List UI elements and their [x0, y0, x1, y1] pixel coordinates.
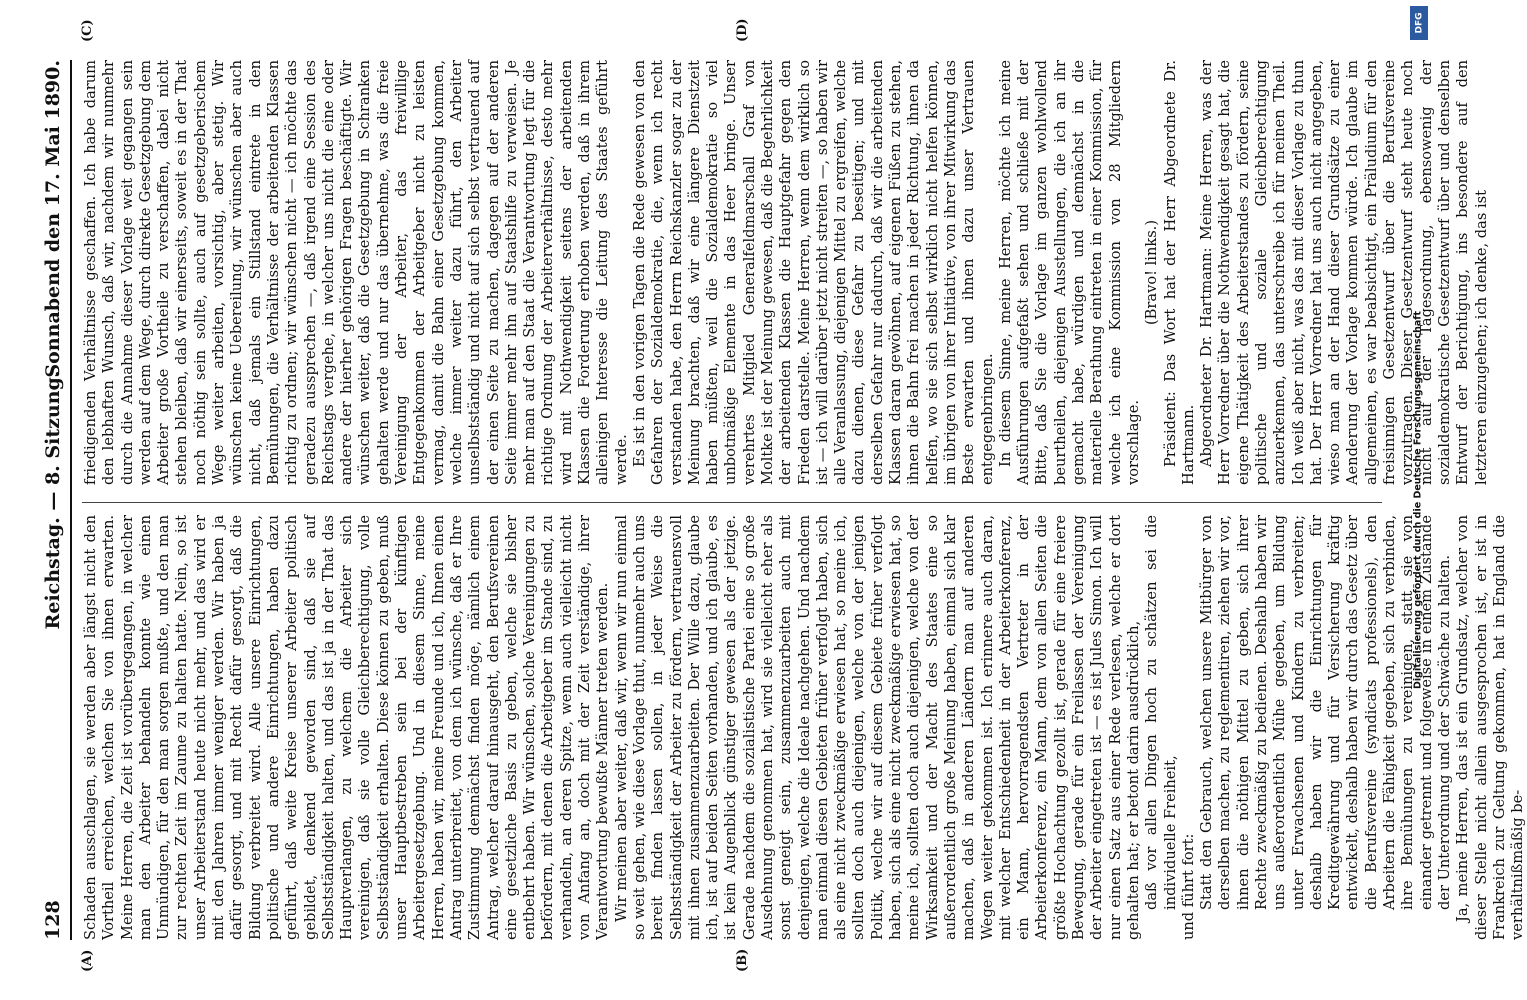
paragraph: In diesem Sinne, meine Herren, möchte ich meine Ausführungen aufgefaßt sehen und schließe mit der Bitte, daß Sie die Vorlage im ganzen wohlwollend beurtheilen, diejenigen Ausstellungen, die ich an ihr gemacht habe, würdigen und demnächst in die materielle Berathung eintreten in einer Kommission, für welche ich eine Kommission von 28 Mitgliedern vorschlage. [996, 60, 1142, 485]
paragraph: Ja, meine Herren, das ist ein Grundsatz, welcher von dieser Stelle nicht allein ausgesprochen ist, er ist in Frankreich zur Geltung gekommen, hat in England die verhältnißmäßig be- [1454, 515, 1527, 940]
left-column [82, 515, 1527, 940]
paragraph: Wir meinen aber weiter, daß wir, wenn wir nun einmal so weit gehen, wie diese Vorlage thut, nunmehr auch uns bereit finden lassen sollen, in jeder Weise die Selbstständigkeit der Arbeiter zu fördern, vertrauensvoll mit ihnen zusammenzuarbeiten. Der Wille dazu, glaube ich, ist auf beiden Seiten vorhanden, und ich glaube, es ist kein Augenblick günstiger gewesen als der jetzige. Gerade nachdem die sozialistische Partei eine so große Ausdehnung genommen hat, wird sie vielleicht eher als sonst geneigt sein, zusammenzuarbeiten auch mit denjenigen, welche die Ideale nachgehen. Und nachdem man einmal diesen Gebieten früher verfolgt haben, sich als eine nicht zweckmäßige erwiesen hat, so meine ich, sollten doch auch diejenigen, welche von der jenigen Politik, welche wir auf diesem Gebiete früher verfolgt haben, sich als eine nicht zweckmäßige erwiesen hat, so meine ich, sollten doch auch diejenigen, welche von der Wirksamkeit und der Macht des Staates eine so außerordentlich große Meinung haben, einmal sich klar machen, daß in anderen Ländern man auf anderen Wegen weiter gekommen ist. Ich erinnere auch daran, mit welcher Entschiedenheit in der Arbeiterkonferenz, ein Mann, hervorragendsten Vertreter in der Arbeiterkonferenz, ein Mann, dem von allen Seiten die größte Hochachtung gezollt ist, gerade für eine freiere Bewegung, gerade für ein Freilassen der Vereinigung der Arbeiter eingetreten ist — es ist Jules Simon. Ich will nur einen Satz aus einer Rede verlesen, welche er dort gehalten hat; er betont darin ausdrücklich, [612, 515, 1142, 940]
margin-marker-c: (C) [80, 19, 95, 42]
session-date: Sonnabend den 17. Mai 1890. [42, 60, 64, 378]
paragraph: Schaden ausschlagen, sie werden aber längst nicht den Vortheil erreichen, welchen Sie von ihnen erwarten. Meine Herren, die Zeit ist vorübergegangen, in welcher man den Arbeiter behandeln konnte wie einen Unmündigen, für den man sorgen mußte, und den man zur rechten Zeit im Zaume zu halten hatte. Nein, so ist unser Arbeiterstand heute nicht mehr, und das wird er mit den Jahren immer weniger werden. Wir haben ja dafür gesorgt, und mit Recht dafür gesorgt, daß die Bildung verbreitet wird. Alle unsere Einrichtungen, politische und andere Einrichtungen, haben dazu geführt, daß weite Kreise unserer Arbeiter politisch gebildet, denkend geworden sind, daß sie auf Selbstständigkeit halten, und das ist ja in der That das Hauptverlangen, zu welchem die Arbeiter sich vereinigen, daß sie volle Gleichberechtigung, volle Selbstständigkeit erhalten. Diese können zu geben, muß unser Hauptbestreben sein bei der künftigen Arbeitergesetzgebung. Und in diesem Sinne, meine Herren, haben wir, meine Freunde und ich, Ihnen einen Antrag unterbreitet, von dem ich wünsche, daß er Ihre Zustimmung demnächst finden möge, nämlich einem Antrag, welcher darauf hinausgeht, den Berufsvereinen eine gesetzliche Basis zu geben, welche sie bisher entbehrt haben. Wir wünschen, solche Vereinigungen zu befördern, mit denen die Arbeitgeber im Stande sind, zu verhandeln, an deren Spitze, wenn auch vielleicht nicht von Anfang an, doch mit der Zeit verständige, ihrer Verantwortung bewußte Männer treten werden. [82, 515, 612, 940]
paragraph: Es ist in den vorigen Tagen die Rede gewesen von den Gefahren der Sozialdemokratie, die, wenn ich recht verstanden habe, den Herrn Reichskanzler sogar zu der Meinung brachten, daß wir eine längere Dienstzeit haben müßten, weil die Sozialdemokratie so viel unbotmäßige Elemente in das Heer bringe. Unser verehrtes Mitglied Generalfeldmarschall Graf von Moltke ist der Meinung gewesen, daß die Begehrlichkeit der arbeitenden Klassen die Hauptgefahr gegen den Frieden darstelle. Meine Herren, wenn dem wirklich so ist — ich will darüber jetzt nicht streiten —, so haben wir alle Veranlassung, diejenigen Mittel zu ergreifen, welche dazu dienen, diese Gefahr zu beseitigen; und mit derselben Gefahr nur dadurch, daß wir die arbeitenden Klassen daran gewöhnen, auf eigenen Füßen zu stehen, ihnen die Bahn frei machen in jeder Richtung, ihnen da helfen, wo sie sich selbst wirklich nicht helfen können, im übrigen von ihrer Initiative, von ihrer Mitwirkung das Beste erwarten und ihnen dazu unser Vertrauen entgegenbringen. [630, 60, 996, 485]
quote-line: daß vor allen Dingen hoch zu schätzen sei die individuelle Freiheit, [1143, 515, 1179, 910]
digitization-credit [1404, 0, 1432, 1000]
quote-block: Statt den Gebrauch, welchen unsere Mitbürger von derselben machen, zu reglementiren, ziehen wir vor, ihnen die nöthigen Mittel zu geben, sich ihrer Rechte zweckmäßig zu bedienen. Deshalb haben wir uns außerordentlich Mühe gegeben, um Bildung unter Erwachsenen und Kindern zu verbreiten; deshalb haben wir die Einrichtungen für Kreditgewährung und für Versicherung kräftig entwickelt, deshalb haben wir durch das Gesetz über die Berufsvereine (syndicats professionels), den Arbeitern die Fähigkeit gegeben, sich zu verbinden, ihre Bemühungen zu vereinigen, statt sie von einander getrennt und folgeweise in einem Zustande der Unterordnung und der Schwäche zu halten. [1198, 515, 1453, 910]
dfg-logo-text: DFG [1414, 12, 1425, 34]
page-header [40, 60, 72, 940]
margin-marker-b: (B) [735, 948, 750, 972]
margin-marker-d: (D) [735, 18, 750, 42]
credit-text: Digitalisierung gefördert durch die Deutsche Forschungsgemeinschaft [1412, 311, 1424, 689]
session-title: Reichstag. — 8. Sitzung. [42, 370, 64, 630]
margin-marker-a: (A) [80, 949, 95, 972]
paragraph: und führt fort: [1179, 833, 1197, 940]
dfg-logo [1410, 6, 1428, 40]
page-number: 128 [42, 900, 64, 940]
speaker-paragraph: Abgeordneter Dr. Hartmann: Meine Herren, was der Herr Vorredner über die Nothwendigkeit gesagt hat, die eigene Thätigkeit des Arbeiterstandes zu fördern, seine politische und soziale Gleichberechtigung anzuerkennen, das unterschreibe ich für meinen Theil. Ich weiß aber nicht, was das mit dieser Vorlage zu thun hat. Der Herr Vorredner hat uns auch nicht angegeben, wieso man an der Hand dieser Grundsätze zu einer Aenderung der Vorlage kommen würde. Ich glaube im allgemeinen, es war beabsichtigt, ein Präludium für den freisinnigen Gesetzentwurf über die Berufsvereine vorzutragen. Dieser Gesetzentwurf steht heute noch nicht auf der Tagesordnung, ebensowenig der sozialdemokratische Gesetzentwurf über und denselben Entwurf der Berichtigung, ins besondere auf den letzteren einzugehen; ich denke, das ist [1198, 60, 1490, 485]
speaker-paragraph: Präsident: Das Wort hat der Herr Abgeordnete Dr. Hartmann. [1161, 60, 1197, 485]
applause-note: (Bravo! links.) [1143, 219, 1161, 326]
right-column [82, 60, 1490, 485]
paragraph: friedigenden Verhältnisse geschaffen. Ich habe darum den lebhaften Wunsch, daß wir, nachdem wir nunmehr durch die Annahme dieser Vorlage weit gegangen sein werden auf dem Wege, durch direkte Gesetzgebung dem Arbeiter große Vortheile zu verschaffen, dabei nicht stehen bleiben, daß wir einerseits, soweit es in der That noch nöthig sein sollte, auch auf gesetzgeberischem Wege weiter arbeiten, vorsichtig, aber stetig. Wir wünschen keine Uebereilung, wir wünschen aber auch nicht, daß jemals ein Stillstand eintrete in den Bemühungen, die Verhältnisse der arbeitenden Klassen richtig zu ordnen; wir wünschen nicht — ich möchte das geradezu aussprechen —, daß irgend eine Session des Reichstags vergehe, in welcher uns nicht die eine oder andere der hierher gehörigen Fragen beschäftigte. Wir wünschen weiter, daß die Gesetzgebung in Schranken gehalten werde und nur das übernehme, was die freie Vereinigung der Arbeiter, das freiwillige Entgegenkommen der Arbeitgeber nicht zu leisten vermag, damit die Bahn einer Gesetzgebung kommen, welche immer weiter dazu führt, den Arbeiter unselbstständig und nicht auf sich selbst vertrauend auf der einen Seite zu machen, dagegen auf der anderen Seite immer mehr ihn auf Staatshilfe zu verweisen. Je mehr man auf den Staat die Verantwortung legt für die richtige Ordnung der Arbeiterverhältnisse, desto mehr wird mit Nothwendigkeit seitens der arbeitenden Klassen die Forderung erhoben werden, daß in ihrem alleinigen Interesse die Leitung des Staates geführt werde. [82, 60, 630, 485]
column-divider [82, 502, 1382, 503]
